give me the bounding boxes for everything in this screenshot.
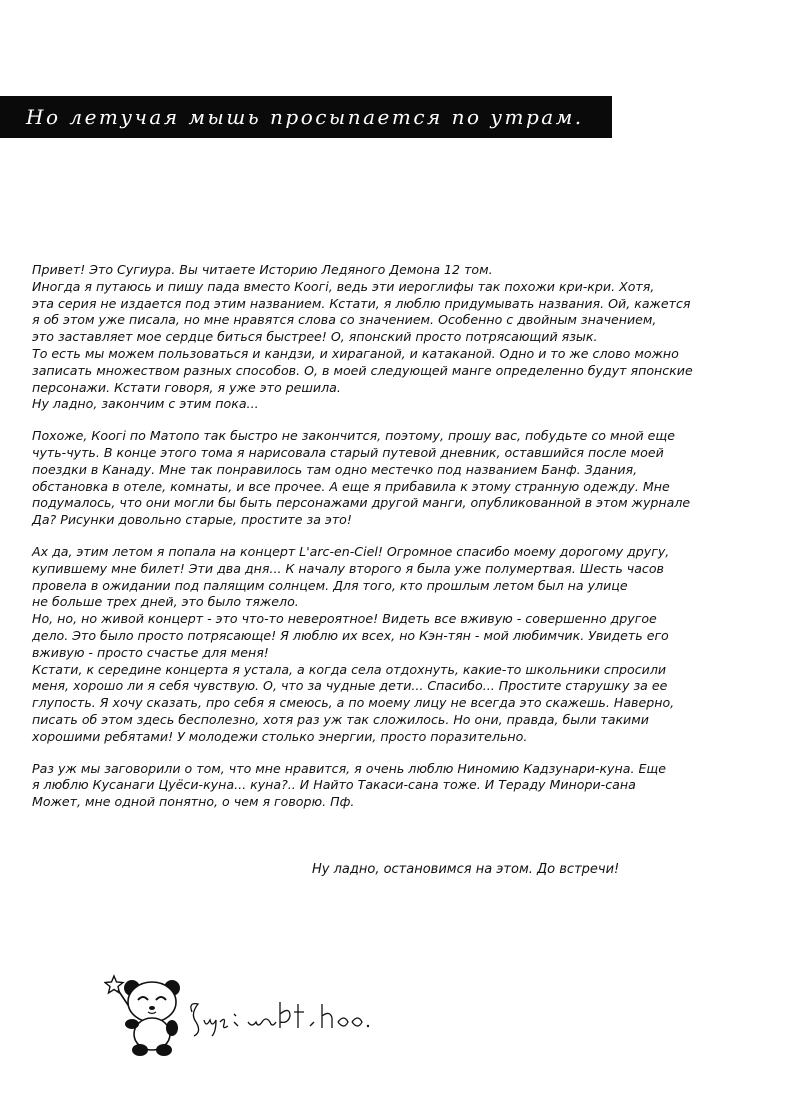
text-line: Похоже, Коогі по Матопо так быстро не закончится, поэтому, прошу вас, побудьте со мной еще <box>32 428 675 444</box>
letter-paragraph <box>32 262 772 413</box>
text-line: дело. Это было просто потрясающе! Я люблю их всех, но Кэн-тян - мой любимчик. Увидеть его <box>32 627 669 643</box>
text-line: провела в ожидании под палящим солнцем. Для того, кто прошлым летом был на улице <box>32 577 628 593</box>
letter-paragraph <box>32 544 772 746</box>
text-line: подумалось, что они могли бы быть персонажами другой манги, опубликованной в этом журнале <box>32 495 691 511</box>
text-line: Раз уж мы заговорили о том, что мне нравится, я очень люблю Ниномию Кадзунари-куна. Еще <box>32 760 667 776</box>
text-line: персонажи. Кстати говоря, я уже это решила. <box>32 379 341 395</box>
letter-paragraph <box>32 761 772 811</box>
text-line: купившему мне билет! Эти два дня... К началу второго я была уже полумертвая. Шесть часов <box>32 560 664 576</box>
text-line: То есть мы можем пользоваться и кандзи, и хираганой, и катаканой. Одно и то же слово можно <box>32 345 679 361</box>
text-line: Привет! Это Сугиура. Вы читаете Историю Ледяного Демона 12 том. <box>32 262 493 277</box>
text-line: записать множеством разных способов. О, в моей следующей манге определенно будут японские <box>32 362 693 378</box>
letter-body <box>32 262 772 826</box>
text-line: поездки в Канаду. Мне так понравилось там одно местечко под названием Банф. Здания, <box>32 461 638 477</box>
text-line: эта серия не издается под этим названием. Кстати, я люблю придумывать названия. Ой, кажется <box>32 295 691 311</box>
title-banner <box>0 96 612 138</box>
handwritten-signature <box>186 992 376 1042</box>
text-line: меня, хорошо ли я себя чувствую. О, что за чудные дети... Спасибо... Простите старушку за ее <box>32 678 668 694</box>
text-line: Ну ладно, закончим с этим пока... <box>32 396 259 412</box>
text-line: глупость. Я хочу сказать, про себя я смеюсь, а по моему лицу не всегда это скажешь. Наверно, <box>32 695 675 711</box>
text-line: чуть-чуть. В конце этого тома я нарисовала старый путевой дневник, оставшийся после моей <box>32 444 664 460</box>
text-line: Кстати, к середине концерта я устала, а когда села отдохнуть, какие-то школьники спросили <box>32 661 667 677</box>
text-line: обстановка в отеле, комнаты, и все прочее. А еще я прибавила к этому странную одежду. Мне <box>32 478 670 494</box>
text-line: я люблю Кусанаги Цуёси-куна... куна?.. И Найто Такаси-сана тоже. И Тераду Минори-сана <box>32 777 636 793</box>
text-line: не больше трех дней, это было тяжело. <box>32 594 299 610</box>
text-line: писать об этом здесь бесполезно, хотя раз уж так сложилось. Но они, правда, были такими <box>32 711 649 727</box>
text-line: я об этом уже писала, но мне нравятся слова со значением. Особенно с двойным значением, <box>32 312 657 328</box>
closing-line: Ну ладно, остановимся на этом. До встречи! <box>312 862 620 877</box>
text-line: вживую - просто счастье для меня! <box>32 644 269 660</box>
banner-title: Но летучая мышь просыпается по утрам. <box>26 105 584 129</box>
letter-paragraph <box>32 428 772 529</box>
text-line: Да? Рисунки довольно старые, простите за это! <box>32 512 352 528</box>
text-line: Иногда я путаюсь и пишу пада вместо Коогі, ведь эти иероглифы так похожи кри-кри. Хотя, <box>32 278 655 294</box>
text-line: это заставляет мое сердце биться быстрее! О, японский просто потрясающий язык. <box>32 329 598 345</box>
text-line: Ах да, этим летом я попала на концерт L'arc-en-Ciel! Огромное спасибо моему дорогому другу, <box>32 543 670 559</box>
text-line: Может, мне одной понятно, о чем я говорю. Пф. <box>32 794 355 810</box>
text-line: Но, но, но живой концерт - это что-то невероятное! Видеть все вживую - совершенно другое <box>32 611 657 627</box>
text-line: хорошими ребятами! У молодежи столько энергии, просто поразительно. <box>32 728 528 744</box>
